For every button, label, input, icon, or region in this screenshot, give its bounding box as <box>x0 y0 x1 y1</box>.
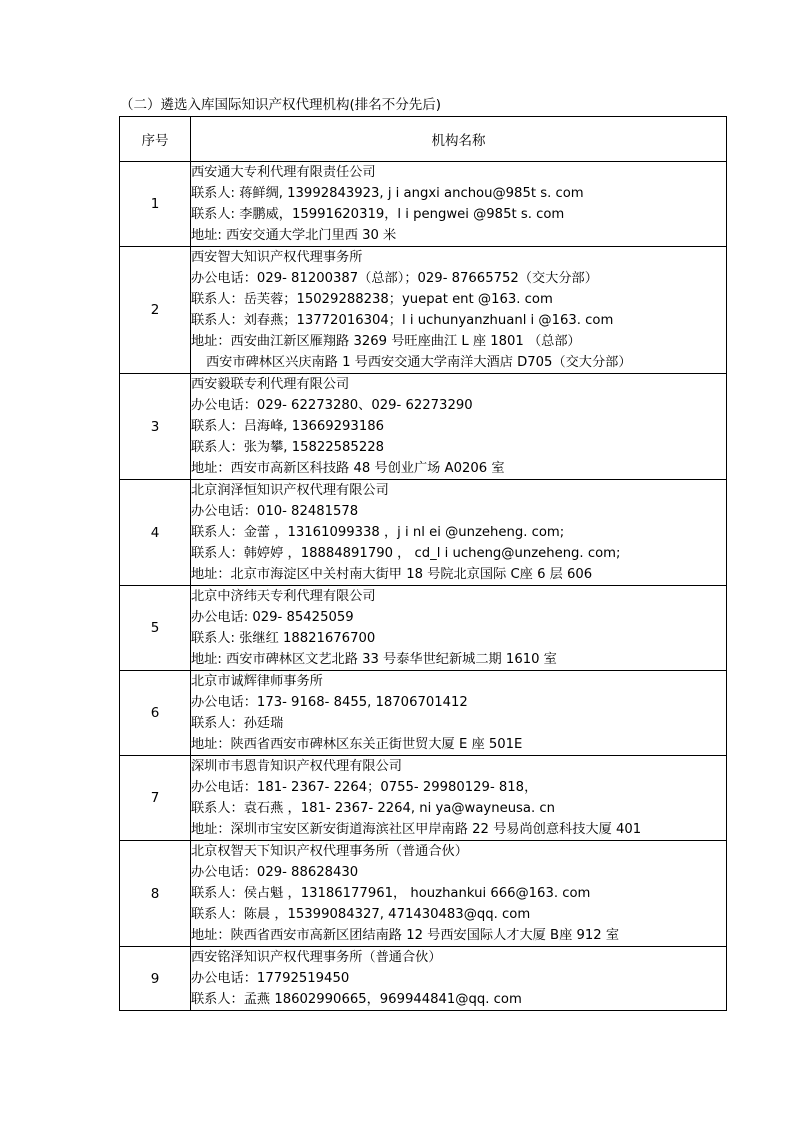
column-header-name: 机构名称 <box>191 117 727 162</box>
table-row <box>120 374 727 480</box>
agency-contact: 联系人：金蕾 ，13161099338 ，j i nl ei @unzeheng. com; <box>191 525 565 540</box>
agency-name: 西安铭泽知识产权代理事务所（普通合伙） <box>191 950 442 965</box>
agency-info <box>191 947 727 1011</box>
agency-info <box>191 247 727 374</box>
agency-address: 地址：西安市高新区科技路 48 号创业广场 A0206 室 <box>191 461 505 476</box>
agency-info <box>191 374 727 480</box>
agency-address: 地址：西安曲江新区雁翔路 3269 号旺座曲江 L 座 1801 （总部） <box>191 334 581 349</box>
agency-name: 北京中济纬天专利代理有限公司 <box>191 589 376 604</box>
agency-phone: 办公电话：173- 9168- 8455, 18706701412 <box>191 695 468 710</box>
agency-name: 深圳市韦恩肯知识产权代理有限公司 <box>191 759 402 774</box>
agency-info <box>191 480 727 586</box>
agency-phone: 办公电话：17792519450 <box>191 971 350 986</box>
agency-contact: 联系人: 蒋鲜绸, 13992843923, j i angxi anchou@985t s. com <box>191 186 584 201</box>
agency-contact: 联系人：韩婷婷 ，18884891790 ， cd_l i ucheng@unzeheng. com; <box>191 546 621 561</box>
agency-contact: 联系人：侯占魁 ，13186177961， houzhankui 666@163. com <box>191 886 591 901</box>
agency-address: 西安市碑林区兴庆南路 1 号西安交通大学南洋大酒店 D705（交大分部） <box>206 355 632 370</box>
row-seq: 7 <box>120 756 191 841</box>
table-row <box>120 480 727 586</box>
agency-name: 西安毅联专利代理有限公司 <box>191 377 350 392</box>
row-seq: 5 <box>120 586 191 671</box>
agency-address: 地址：北京市海淀区中关村南大街甲 18 号院北京国际 C座 6 层 606 <box>191 567 593 582</box>
agency-contact: 联系人: 张继红 18821676700 <box>191 631 376 646</box>
agency-address: 地址：深圳市宝安区新安街道海滨社区甲岸南路 22 号易尚创意科技大厦 401 <box>191 822 642 837</box>
agency-contact: 联系人：孟燕 18602990665，969944841@qq. com <box>191 992 522 1007</box>
agency-address: 地址：陕西省西安市高新区团结南路 12 号西安国际人才大厦 B座 912 室 <box>191 928 620 943</box>
agency-contact: 联系人：吕海峰, 13669293186 <box>191 419 384 434</box>
row-seq: 9 <box>120 947 191 1011</box>
agency-name: 北京权智天下知识产权代理事务所（普通合伙） <box>191 844 468 859</box>
agency-address: 地址: 西安市碑林区文艺北路 33 号泰华世纪新城二期 1610 室 <box>191 652 557 667</box>
agency-name: 西安通大专利代理有限责任公司 <box>191 165 376 180</box>
agency-info <box>191 162 727 247</box>
table-row <box>120 162 727 247</box>
row-seq: 4 <box>120 480 191 586</box>
agency-address: 地址: 西安交通大学北门里西 30 米 <box>191 228 397 243</box>
agency-info <box>191 841 727 947</box>
column-header-seq: 序号 <box>120 117 191 162</box>
agency-contact: 联系人：岳芙蓉；15029288238；yuepat ent @163. com <box>191 292 553 307</box>
agency-phone: 办公电话：181- 2367- 2264；0755- 29980129- 818， <box>191 780 538 795</box>
agency-contact: 联系人：孙廷瑞 <box>191 716 284 731</box>
agency-contact: 联系人: 李鹏威，15991620319，l i pengwei @985t s. com <box>191 207 565 222</box>
table-row <box>120 586 727 671</box>
agency-contact: 联系人：袁石燕 ，181- 2367- 2264, ni ya@wayneusa. cn <box>191 801 556 816</box>
table-row <box>120 947 727 1011</box>
agency-name: 北京市诚辉律师事务所 <box>191 674 323 689</box>
table-row <box>120 671 727 756</box>
agency-name: 西安智大知识产权代理事务所 <box>191 250 363 265</box>
table-header-row <box>120 117 727 162</box>
agency-contact: 联系人：张为攀, 15822585228 <box>191 440 384 455</box>
row-seq: 1 <box>120 162 191 247</box>
agency-info <box>191 586 727 671</box>
agency-phone: 办公电话：029- 81200387（总部）；029- 87665752（交大分部） <box>191 271 598 286</box>
agency-phone: 办公电话：029- 88628430 <box>191 865 359 880</box>
agency-contact: 联系人：刘春燕；13772016304；l i uchunyanzhuanl i @163. com <box>191 313 614 328</box>
agency-contact: 联系人：陈晨 ，15399084327, 471430483@qq. com <box>191 907 531 922</box>
table-row <box>120 756 727 841</box>
table-row <box>120 841 727 947</box>
row-seq: 8 <box>120 841 191 947</box>
row-seq: 6 <box>120 671 191 756</box>
table-row <box>120 247 727 374</box>
agency-info <box>191 671 727 756</box>
agency-phone: 办公电话: 029- 85425059 <box>191 610 354 625</box>
agency-info <box>191 756 727 841</box>
section-heading: （二）遴选入库国际知识产权代理机构(排名不分先后) <box>120 97 442 113</box>
row-seq: 2 <box>120 247 191 374</box>
agency-address: 地址：陕西省西安市碑林区东关正街世贸大厦 E 座 501E <box>191 737 523 752</box>
agency-table <box>119 116 727 1011</box>
row-seq: 3 <box>120 374 191 480</box>
agency-name: 北京润泽恒知识产权代理有限公司 <box>191 483 389 498</box>
agency-phone: 办公电话：010- 82481578 <box>191 504 359 519</box>
agency-phone: 办公电话：029- 62273280、029- 62273290 <box>191 398 473 413</box>
